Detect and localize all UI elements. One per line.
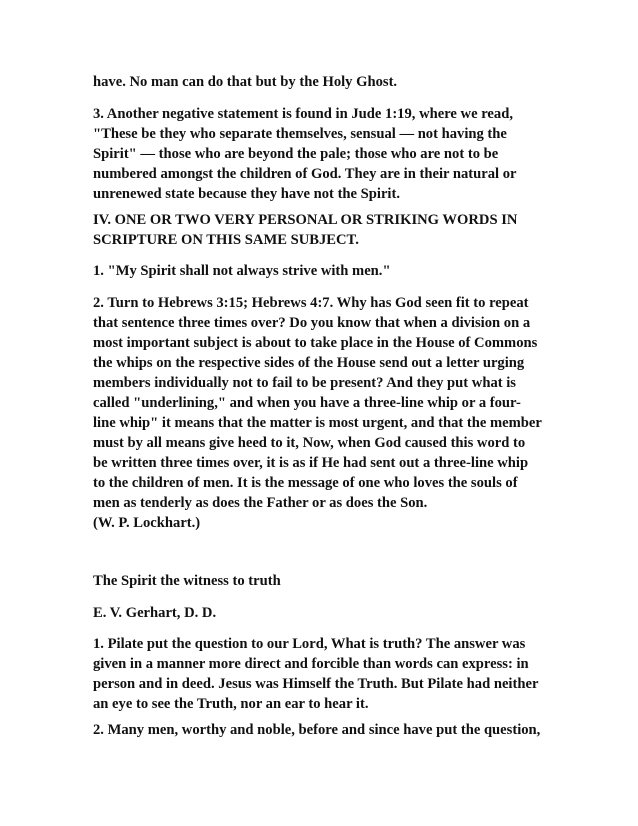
text-line: unrenewed state because they have not the Spirit.	[93, 186, 400, 202]
attribution-lockhart	[93, 513, 553, 533]
paragraph-many-men	[93, 720, 553, 740]
text-line: men as tenderly as does the Father or as does the Son.	[93, 495, 428, 511]
text-line: the whips on the respective sides of the House send out a letter urging	[93, 355, 525, 371]
text-line: "These be they who separate themselves, sensual — not having the	[93, 126, 507, 142]
text-line: 2. Many men, worthy and noble, before and since have put the question,	[93, 722, 541, 738]
text-line: be written three times over, it is as if He had sent out a three-line whip	[93, 455, 529, 471]
paragraph-pilate	[93, 634, 553, 714]
paragraph-hebrews	[93, 293, 553, 513]
text-line: have. No man can do that but by the Holy Ghost.	[93, 74, 398, 90]
article-title	[93, 571, 553, 591]
text-line: Spirit" — those who are beyond the pale; those who are not to be	[93, 146, 499, 162]
text-line: 1. "My Spirit shall not always strive with men."	[93, 263, 391, 279]
text-line: (W. P. Lockhart.)	[93, 515, 201, 531]
heading-line: SCRIPTURE ON THIS SAME SUBJECT.	[93, 232, 359, 248]
text-line: 3. Another negative statement is found in Jude 1:19, where we read,	[93, 106, 513, 122]
text-line: most important subject is about to take place in the House of Commons	[93, 335, 538, 351]
text-line: 2. Turn to Hebrews 3:15; Hebrews 4:7. Why has God seen fit to repeat	[93, 295, 529, 311]
text-line: must by all means give heed to it, Now, when God caused this word to	[93, 435, 526, 451]
section-heading	[93, 210, 553, 250]
paragraph-my-spirit	[93, 261, 553, 281]
heading-line: IV. ONE OR TWO VERY PERSONAL OR STRIKING WORDS IN	[93, 212, 518, 228]
text-line: an eye to see the Truth, nor an ear to hear it.	[93, 696, 369, 712]
text-line: line whip" it means that the matter is most urgent, and that the member	[93, 415, 542, 431]
text-line: members individually not to fail to be present? And they put what is	[93, 375, 516, 391]
text-line: numbered amongst the children of God. They are in their natural or	[93, 166, 517, 182]
text-line: 1. Pilate put the question to our Lord, What is truth? The answer was	[93, 636, 526, 652]
text-line: called "underlining," and when you have a three-line whip or a four-	[93, 395, 521, 411]
article-author	[93, 603, 553, 623]
paragraph-jude	[93, 104, 553, 204]
text-line: person and in deed. Jesus was Himself the Truth. But Pilate had neither	[93, 676, 539, 692]
text-line: to the children of men. It is the message of one who loves the souls of	[93, 475, 518, 491]
author-line: E. V. Gerhart, D. D.	[93, 605, 217, 621]
paragraph-continuation	[93, 72, 553, 92]
title-line: The Spirit the witness to truth	[93, 573, 281, 589]
text-line: given in a manner more direct and forcible than words can express: in	[93, 656, 529, 672]
text-line: that sentence three times over? Do you know that when a division on a	[93, 315, 531, 331]
